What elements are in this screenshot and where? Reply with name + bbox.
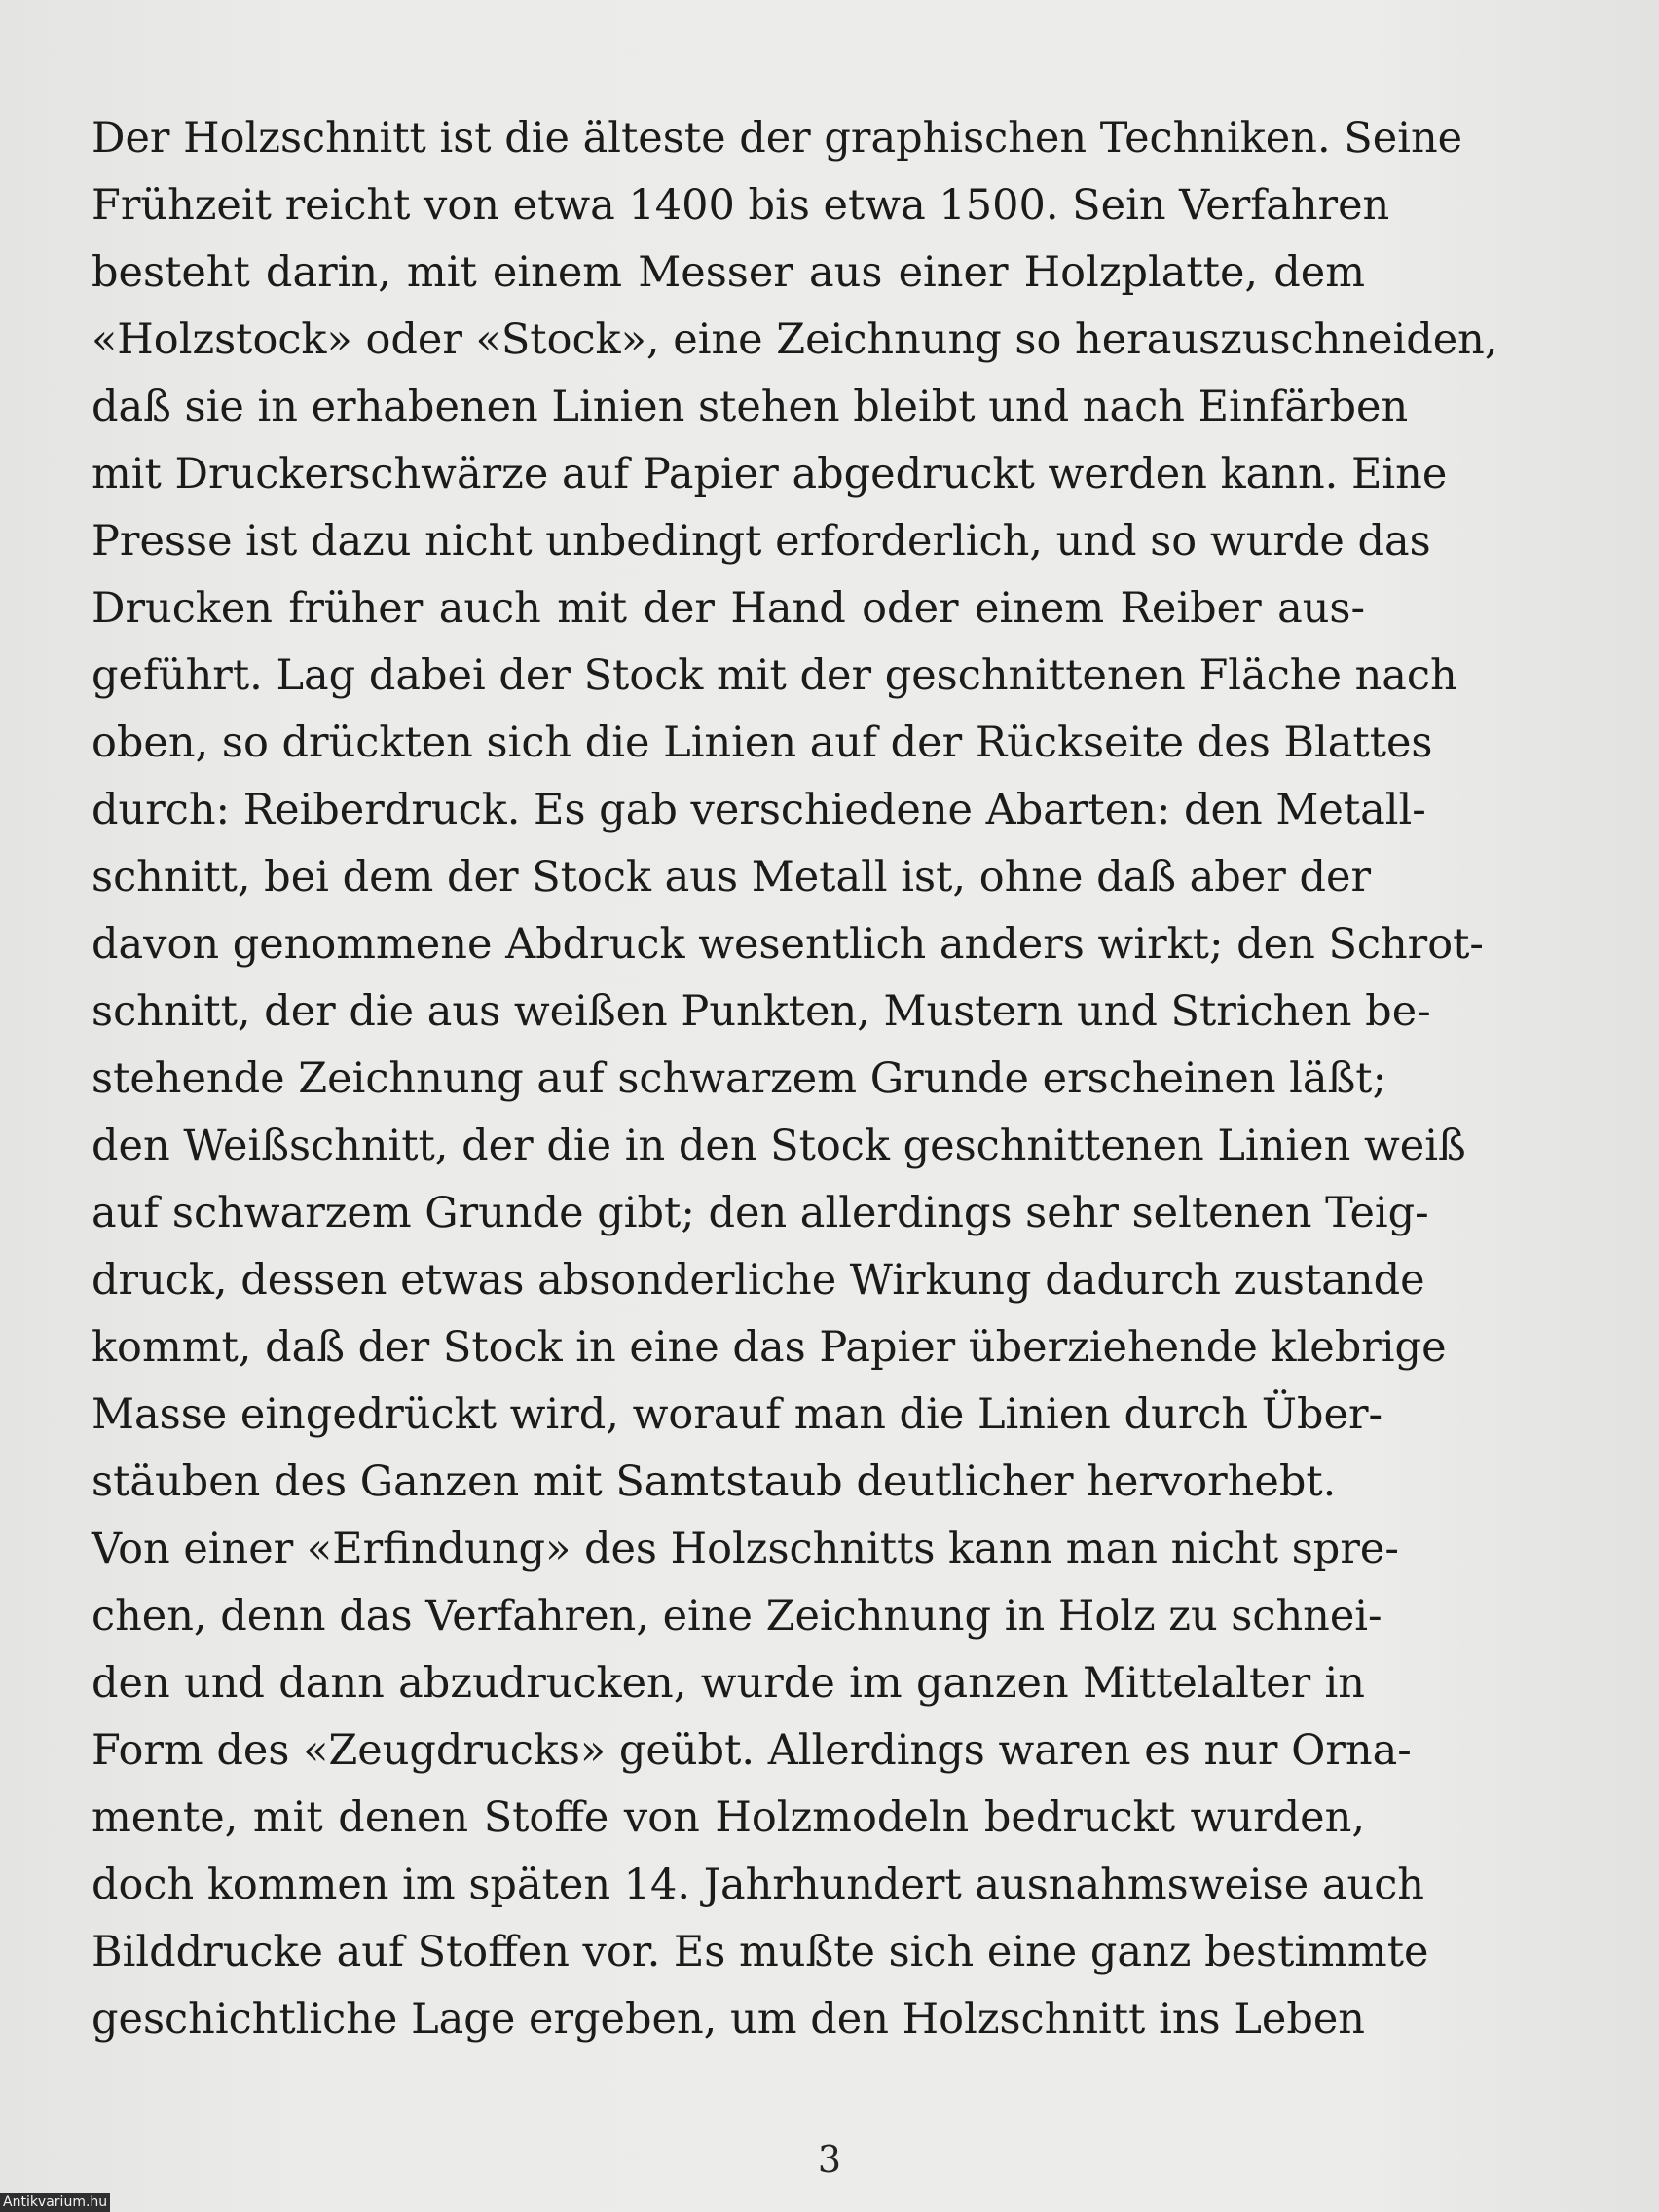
page-number: 3	[817, 2138, 842, 2181]
text-line: geschichtliche Lage ergeben, um den Holzschnitt ins Leben	[92, 1995, 1365, 2044]
text-line: oben, so drückten sich die Linien auf der Rückseite des Blattes	[92, 719, 1433, 767]
text-line: schnitt, bei dem der Stock aus Metall ist, ohne daß aber der	[92, 853, 1371, 902]
text-line: mit Druckerschwärze auf Papier abgedruckt werden kann. Eine	[92, 450, 1448, 498]
text-line: druck, dessen etwas absonderliche Wirkung dadurch zustande	[92, 1256, 1425, 1305]
body-text	[92, 105, 1498, 2053]
text-line: stehende Zeichnung auf schwarzem Grunde erscheinen läßt;	[92, 1054, 1387, 1103]
text-line: besteht darin, mit einem Messer aus einer Holzplatte, dem	[92, 248, 1365, 297]
text-line: stäuben des Ganzen mit Samtstaub deutlicher hervorhebt.	[92, 1457, 1337, 1506]
text-line: davon genommene Abdruck wesentlich anders wirkt; den Schrot-	[92, 920, 1484, 969]
text-line: «Holzstock» oder «Stock», eine Zeichnung so herauszuschneiden,	[92, 315, 1498, 364]
text-line: doch kommen im späten 14. Jahrhundert ausnahmsweise auch	[92, 1861, 1424, 1909]
text-line: kommt, daß der Stock in eine das Papier überziehende klebrige	[92, 1323, 1447, 1372]
text-line: auf schwarzem Grunde gibt; den allerdings sehr seltenen Teig-	[92, 1189, 1429, 1237]
text-line: den und dann abzudrucken, wurde im ganzen Mittelalter in	[92, 1659, 1365, 1708]
text-line: Presse ist dazu nicht unbedingt erforderlich, und so wurde das	[92, 517, 1431, 566]
text-line: Bilddrucke auf Stoffen vor. Es mußte sich eine ganz bestimmte	[92, 1928, 1429, 1976]
watermark: Antikvarium.hu	[0, 2193, 110, 2212]
text-line: chen, denn das Verfahren, eine Zeichnung in Holz zu schnei-	[92, 1592, 1382, 1641]
text-line: Drucken früher auch mit der Hand oder einem Reiber aus-	[92, 584, 1365, 633]
text-line: mente, mit denen Stoffe von Holzmodeln bedruckt wurden,	[92, 1793, 1365, 1842]
text-line: durch: Reiberdruck. Es gab verschiedene Abarten: den Metall-	[92, 786, 1426, 834]
text-line: Form des «Zeugdrucks» geübt. Allerdings waren es nur Orna-	[92, 1726, 1412, 1775]
text-line: schnitt, der die aus weißen Punkten, Mustern und Strichen be-	[92, 987, 1431, 1036]
text-line: den Weißschnitt, der die in den Stock geschnittenen Linien weiß	[92, 1122, 1466, 1170]
text-line: daß sie in erhabenen Linien stehen bleibt und nach Einfärben	[92, 383, 1409, 431]
text-line: Masse eingedrückt wird, worauf man die Linien durch Über-	[92, 1390, 1383, 1439]
text-line: Von einer «Erfindung» des Holzschnitts kann man nicht spre-	[92, 1525, 1399, 1573]
text-line: Der Holzschnitt ist die älteste der graphischen Techniken. Seine	[92, 114, 1463, 163]
text-line: geführt. Lag dabei der Stock mit der geschnittenen Fläche nach	[92, 651, 1457, 700]
text-line: Frühzeit reicht von etwa 1400 bis etwa 1500. Sein Verfahren	[92, 181, 1390, 230]
